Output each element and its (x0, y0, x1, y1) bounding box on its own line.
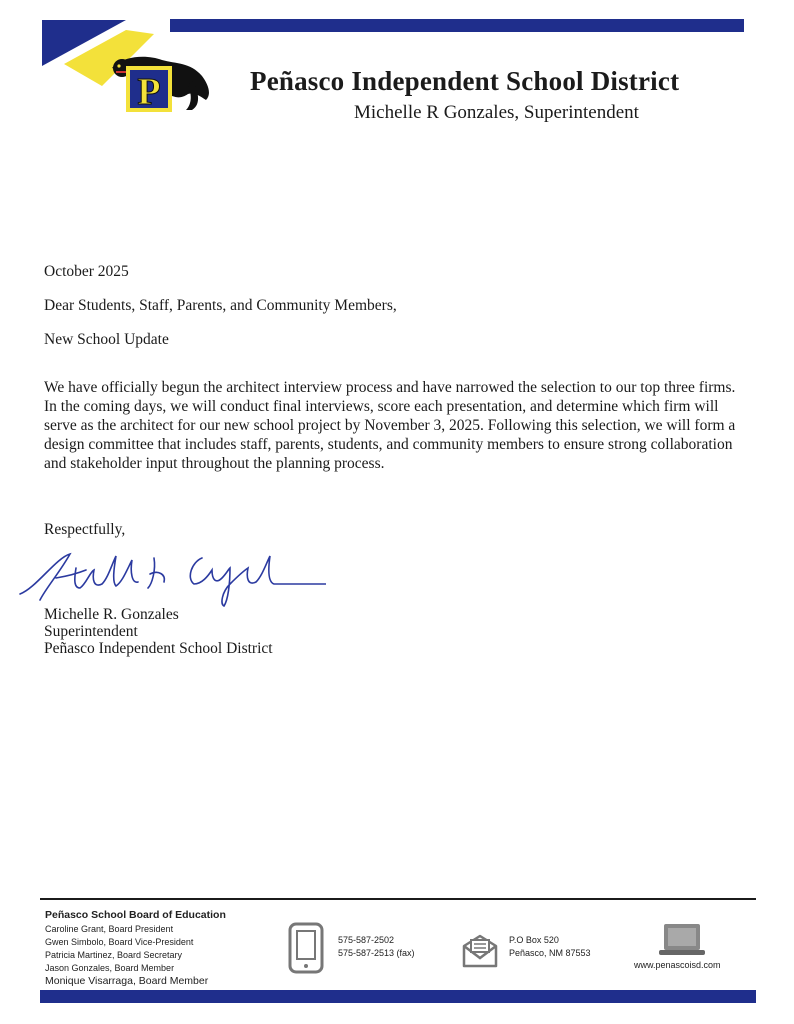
board-member: Monique Visarraga, Board Member (45, 975, 209, 987)
district-name: Peñasco Independent School District (250, 66, 680, 96)
salutation: Dear Students, Staff, Parents, and Community Members, (44, 297, 397, 314)
letter-date: October 2025 (44, 263, 129, 280)
fax-number: 575-587-2513 (fax) (338, 948, 415, 958)
website-link[interactable]: www.penascoisd.com (634, 960, 721, 970)
mail-icon (462, 932, 498, 968)
laptop-icon (658, 922, 706, 958)
superintendent-line: Michelle R Gonzales, Superintendent (354, 102, 639, 123)
board-member: Caroline Grant, Board President (45, 924, 174, 934)
signer-name: Michelle R. Gonzales (44, 606, 179, 623)
phone-number: 575-587-2502 (338, 935, 395, 945)
logo-letter-p (126, 66, 172, 113)
signer-title: Superintendent (44, 623, 138, 640)
handwritten-signature (16, 548, 326, 610)
header-accent-bar (170, 19, 744, 32)
district-logo (42, 20, 214, 116)
logo-letter-text: P (137, 71, 161, 113)
letter-body-paragraph: We have officially begun the architect interview process and have narrowed the selection to our top three firms. In the coming days, we will conduct final interviews, score each presentation, and determine which firm will serve as the architect for our new school project by November 3, 2025. Following this selection, we will form a design committee that includes staff, parents, students, and community members to ensure strong collaboration and stakeholder input throughout the planning process. (44, 379, 736, 472)
board-member: Jason Gonzales, Board Member (45, 963, 175, 973)
board-member: Gwen Simbolo, Board Vice-President (45, 937, 194, 947)
letter-subject: New School Update (44, 331, 169, 348)
board-member: Patricia Martinez, Board Secretary (45, 950, 183, 960)
po-box: P.O Box 520 (509, 935, 559, 945)
footer-accent-bar (40, 990, 756, 1003)
board-title: Peñasco School Board of Education (45, 909, 226, 921)
phone-icon (288, 922, 324, 974)
city-zip: Peñasco, NM 87553 (509, 948, 591, 958)
closing: Respectfully, (44, 521, 126, 538)
footer-divider (40, 898, 756, 900)
signer-organization: Peñasco Independent School District (44, 640, 273, 657)
